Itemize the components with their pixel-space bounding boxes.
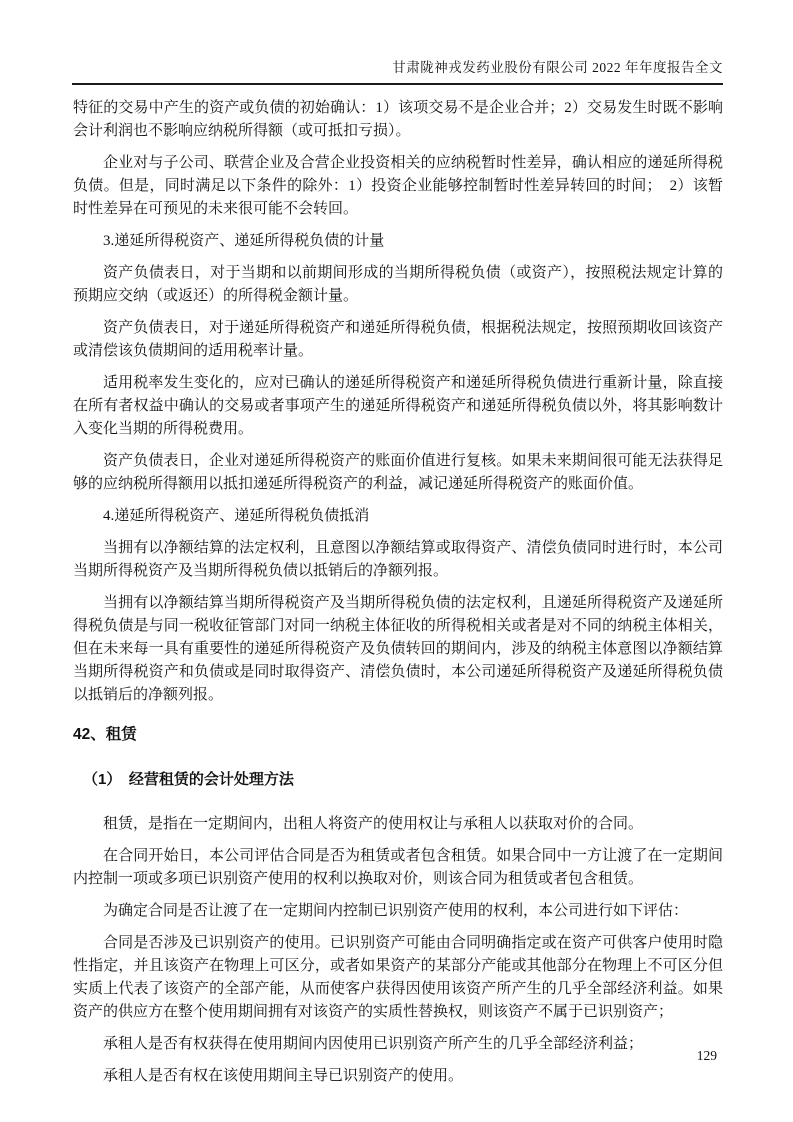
- paragraph: 当拥有以净额结算的法定权利，且意图以净额结算或取得资产、清偿负债同时进行时，本公司当期所得税资产及当期所得税负债以抵销后的净额列报。: [73, 540, 723, 579]
- paragraph-numbered-item: 3.递延所得税资产、递延所得税负债的计量: [103, 233, 385, 249]
- paragraph: 合同是否涉及已识别资产的使用。已识别资产可能由合同明确指定或在资产可供客户使用时隐性指定，并且该资产在物理上可区分，或者如果资产的某部分产能或其他部分在物理上不可区分但实质上代表了该资产的全部产能，从而使客户获得因使用该资产所产生的几乎全部经济利益。如果资产的供应方在整个使用期间拥有对该资产的实质性替换权，则该资产不属于已识别资产；: [73, 935, 723, 1020]
- paragraph: 当拥有以净额结算当期所得税资产及当期所得税负债的法定权利，且递延所得税资产及递延所得税负债是与同一税收征管部门对同一纳税主体征收的所得税相关或者是对不同的纳税主体相关，但在未来每一具有重要性的递延所得税资产及负债转回的期间内，涉及的纳税主体意图以净额结算当期所得税资产和负债或是同时取得资产、清偿负债时，本公司递延所得税资产及递延所得税负债以抵销后的净额列报。: [73, 595, 723, 703]
- page-header-title: 甘肃陇神戎发药业股份有限公司 2022 年年度报告全文: [392, 60, 723, 75]
- subsection-heading: （1） 经营租赁的会计处理方法: [83, 771, 294, 788]
- paragraph: 资产负债表日，对于当期和以前期间形成的当期所得税负债（或资产），按照税法规定计算的预期应交纳（或返还）的所得税金额计量。: [73, 265, 723, 304]
- paragraph: 租赁，是指在一定期间内，出租人将资产的使用权让与承租人以获取对价的合同。: [103, 816, 644, 832]
- paragraph-numbered-item: 4.递延所得税资产、递延所得税负债抵消: [103, 508, 370, 524]
- section-heading: 42、租赁: [73, 726, 137, 743]
- paragraph: 承租人是否有权获得在使用期间内因使用已识别资产所产生的几乎全部经济利益；: [103, 1036, 644, 1052]
- document-body: [73, 97, 723, 1097]
- page-number: 129: [696, 1048, 717, 1063]
- paragraph: 企业对与子公司、联营企业及合营企业投资相关的应纳税暂时性差异，确认相应的递延所得税负债。但是，同时满足以下条件的除外：1）投资企业能够控制暂时性差异转回的时间； 2）该暂时性差异在可预见的未来很可能不会转回。: [73, 155, 723, 217]
- page-header: [72, 56, 723, 85]
- paragraph: 特征的交易中产生的资产或负债的初始确认：1）该项交易不是企业合并；2）交易发生时既不影响会计利润也不影响应纳税所得额（或可抵扣亏损）。: [73, 100, 723, 139]
- paragraph: 在合同开始日，本公司评估合同是否为租赁或者包含租赁。如果合同中一方让渡了在一定期间内控制一项或多项已识别资产使用的权利以换取对价，则该合同为租赁或者包含租赁。: [73, 848, 723, 887]
- paragraph: 承租人是否有权在该使用期间主导已识别资产的使用。: [103, 1068, 464, 1084]
- paragraph: 资产负债表日，对于递延所得税资产和递延所得税负债，根据税法规定，按照预期收回该资产或清偿该负债期间的适用税率计量。: [73, 320, 723, 359]
- paragraph: 为确定合同是否让渡了在一定期间内控制已识别资产使用的权利，本公司进行如下评估：: [103, 903, 689, 919]
- paragraph: 适用税率发生变化的，应对已确认的递延所得税资产和递延所得税负债进行重新计量，除直接在所有者权益中确认的交易或者事项产生的递延所得税资产和递延所得税负债以外，将其影响数计入变化当期的所得税费用。: [73, 375, 723, 437]
- paragraph: 资产负债表日，企业对递延所得税资产的账面价值进行复核。如果未来期间很可能无法获得足够的应纳税所得额用以抵扣递延所得税资产的利益，减记递延所得税资产的账面价值。: [73, 453, 723, 492]
